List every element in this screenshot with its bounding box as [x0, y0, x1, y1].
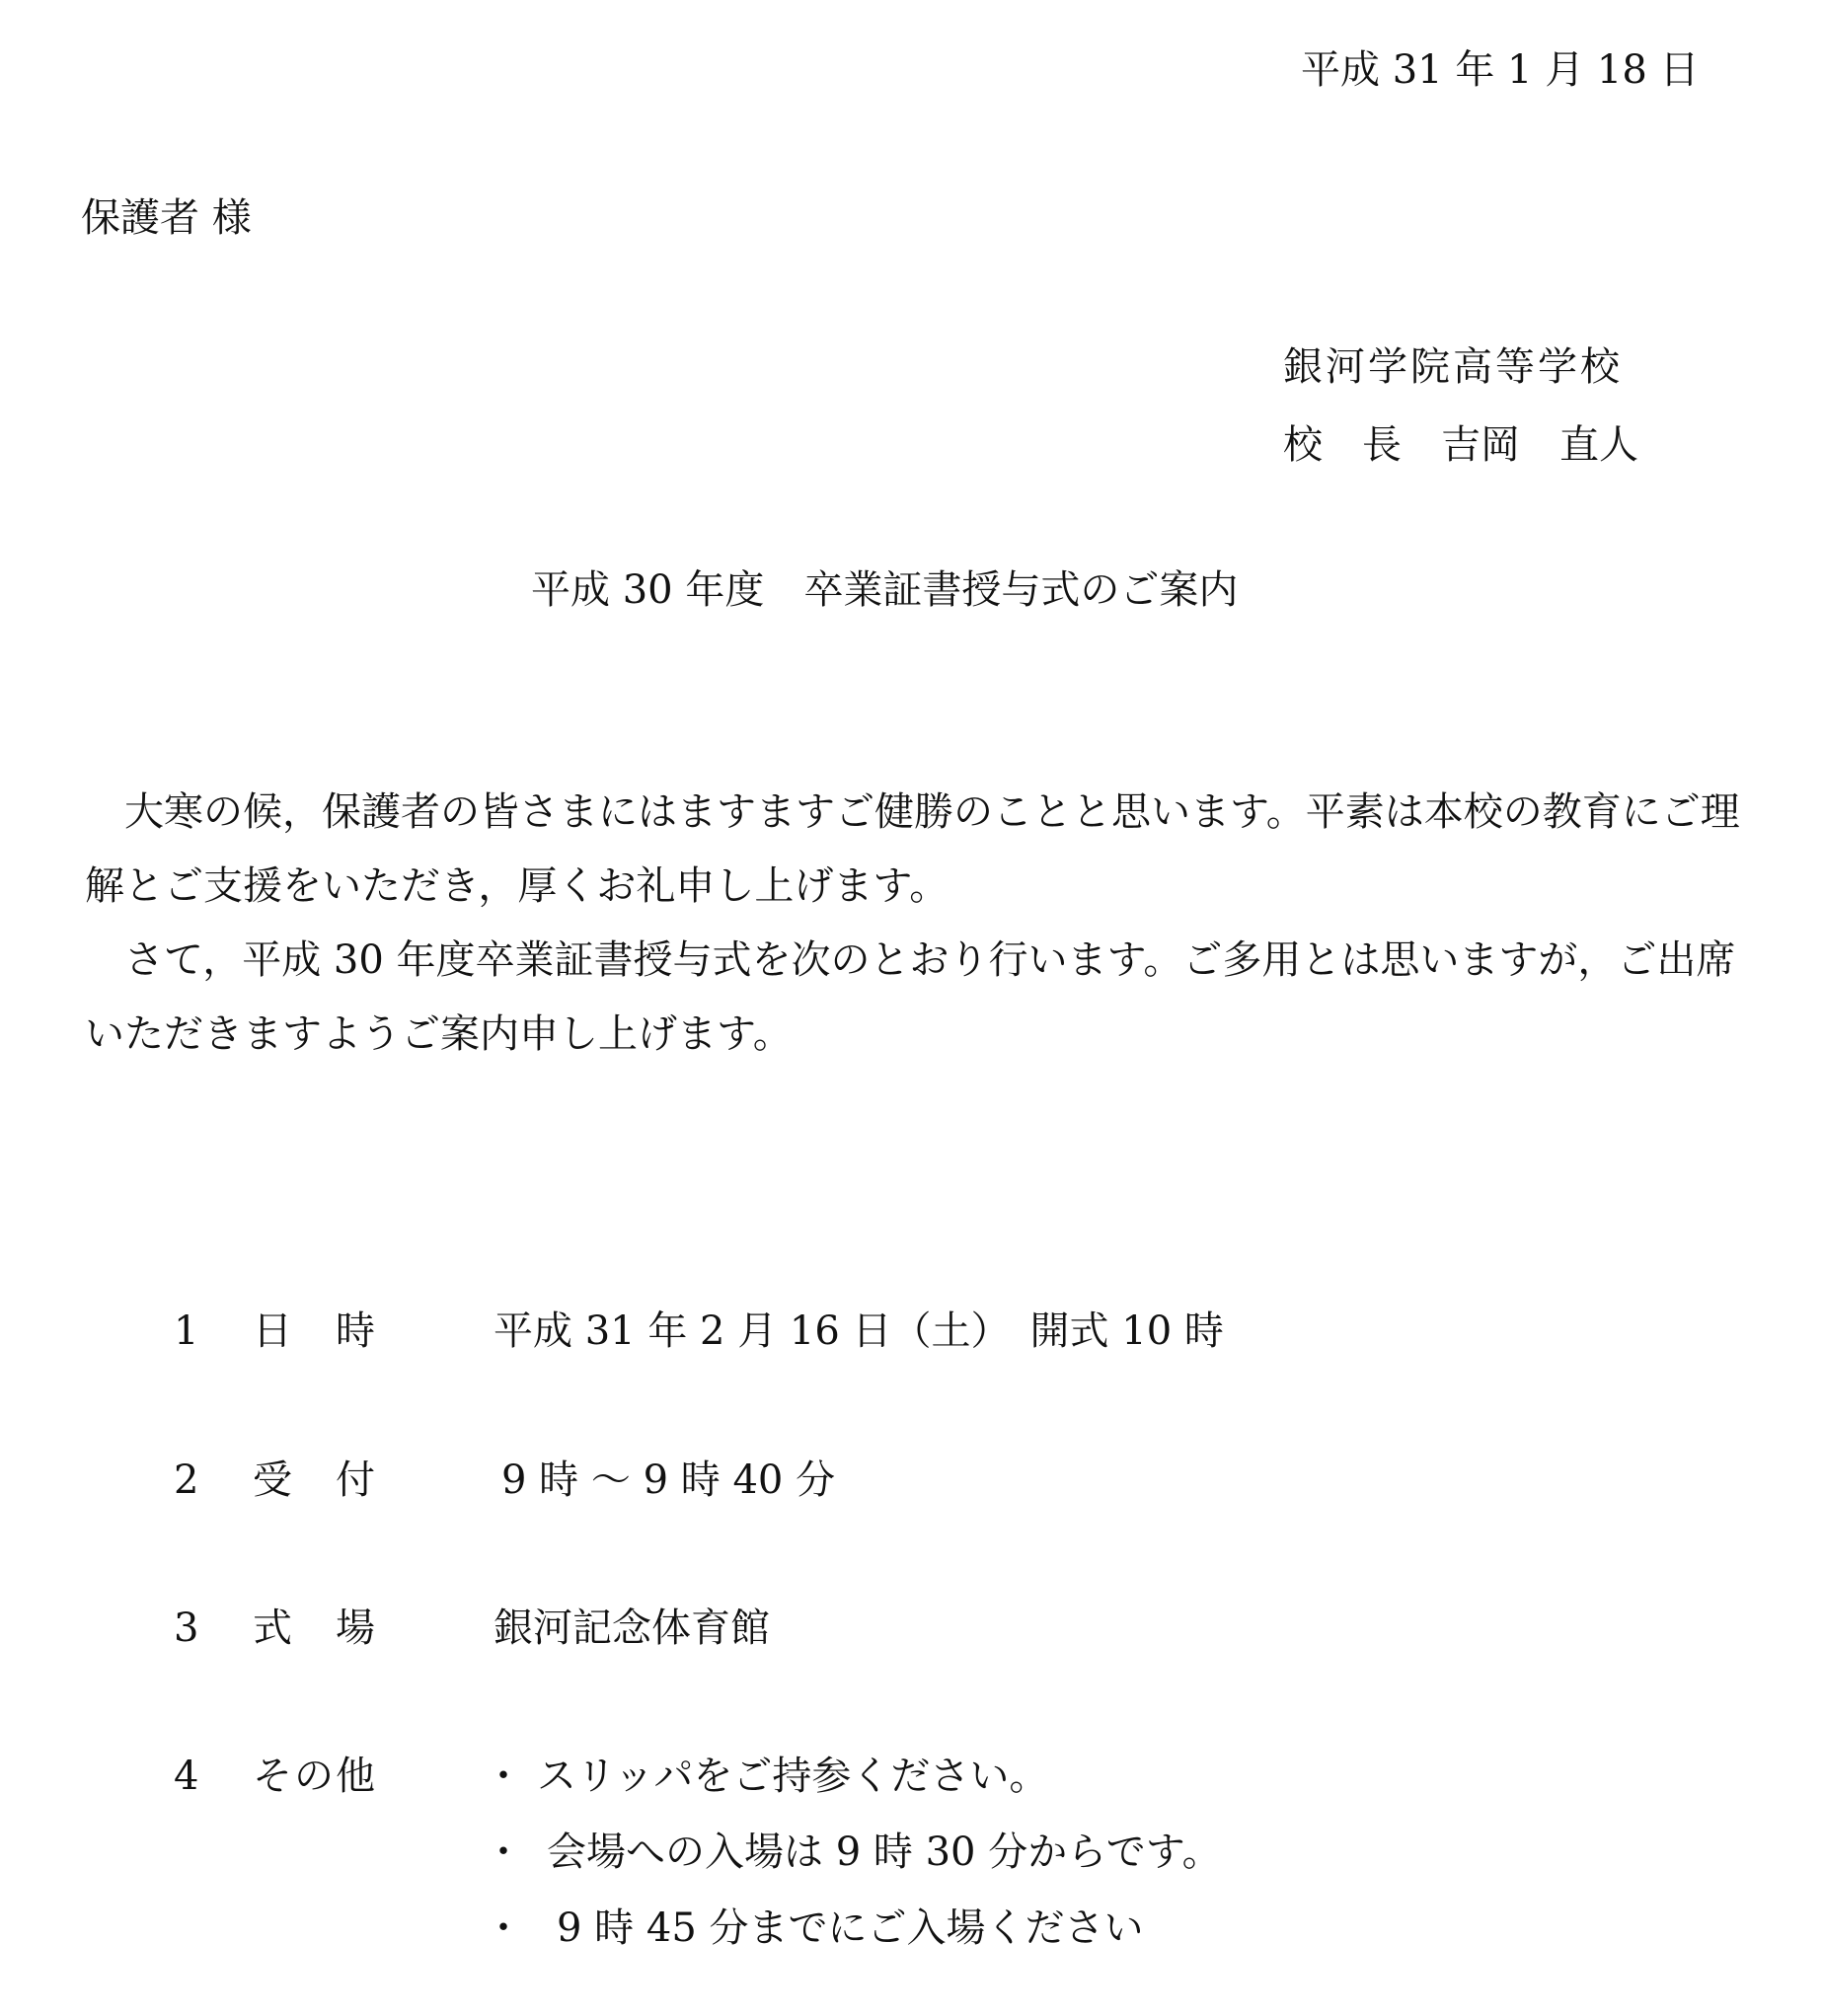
note-item — [484, 1754, 1049, 1799]
bullet-icon: ・ — [484, 1754, 523, 1799]
note-item — [484, 1829, 1222, 1875]
document-title: 平成 30 年度 卒業証書授与式のご案内 — [531, 567, 1239, 613]
detail-value: 9 時 ～ 9 時 40 分 — [501, 1457, 836, 1503]
recipient: 保護者 様 — [81, 195, 252, 241]
detail-number: 4 — [174, 1754, 199, 1799]
detail-number: 1 — [174, 1308, 199, 1354]
detail-label: 式 場 — [253, 1605, 377, 1651]
greeting-paragraph: 大寒の候，保護者の皆さまにはますますご健勝のことと思います。平素は本校の教育にご理解とご支援をいただき，厚くお礼申し上げます。 — [85, 789, 1740, 909]
bullet-icon: ・ — [484, 1829, 523, 1875]
principal-name: 校 長 吉岡 直人 — [1283, 422, 1638, 468]
note-text: 会場への入場は 9 時 30 分からです。 — [547, 1829, 1222, 1875]
note-text: スリッパをご持参ください。 — [537, 1754, 1049, 1799]
detail-value: 銀河記念体育館 — [494, 1605, 770, 1651]
detail-value: 平成 31 年 2 月 16 日（土） 開式 10 時 — [494, 1308, 1224, 1354]
detail-label: その他 — [253, 1754, 377, 1799]
bullet-icon: ・ — [484, 1905, 523, 1951]
note-text: 9 時 45 分までにご入場ください — [557, 1905, 1144, 1951]
detail-label: 受 付 — [253, 1457, 377, 1503]
document-date: 平成 31 年 1 月 18 日 — [1301, 47, 1700, 93]
detail-label: 日 時 — [253, 1308, 377, 1354]
announcement-paragraph: さて，平成 30 年度卒業証書授与式を次のとおり行います。ご多用とは思いますが，ご出席いただきますようご案内申し上げます。 — [85, 937, 1736, 1057]
detail-number: 3 — [174, 1605, 199, 1651]
detail-number: 2 — [174, 1457, 199, 1503]
note-item — [484, 1905, 1144, 1951]
school-name: 銀河学院高等学校 — [1283, 344, 1623, 390]
